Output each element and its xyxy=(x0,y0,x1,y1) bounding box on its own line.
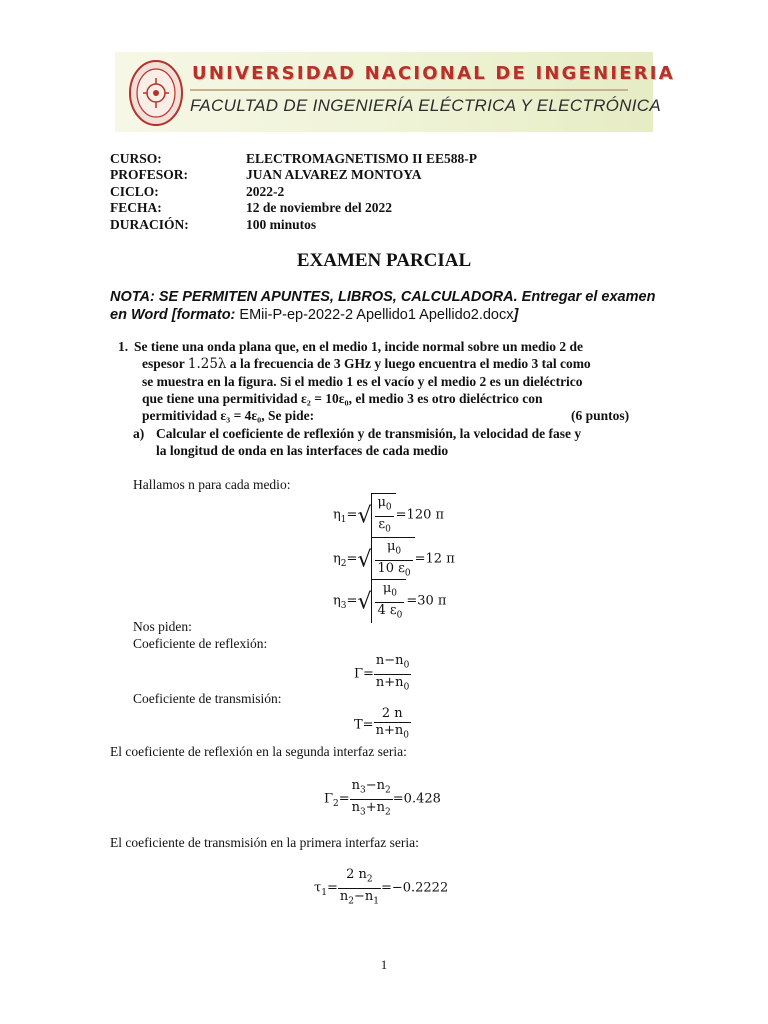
equation-tau: T= $\frac{2 n}{n+n_0}$ xyxy=(354,706,409,741)
exam-note xyxy=(110,288,670,324)
profesor-value: JUAN ALVAREZ MONTOYA xyxy=(246,167,422,182)
q-thickness: 1.25λ xyxy=(187,356,227,372)
faculty-name: FACULTAD DE INGENIERÍA ELÉCTRICA Y ELECTRÓNICA xyxy=(190,96,661,115)
banner-divider xyxy=(190,89,628,91)
fecha-value: 12 de noviembre del 2022 xyxy=(246,200,392,215)
ciclo-label: CICLO: xyxy=(110,184,159,199)
note-filename: EMii-P-ep-2022-2 Apellido1 Apellido2.docx xyxy=(239,307,514,323)
q-espesor: espesor xyxy=(142,356,188,371)
solution-text-4: Coeficiente de transmisión: xyxy=(133,691,282,706)
equation-gamma2: $\Gamma_2=$ $\frac{n_3-n_2}{n_3+n_2}$ =0.428 xyxy=(324,778,441,818)
fecha-label: FECHA: xyxy=(110,200,162,215)
question-line-1: Se tiene una onda plana que, en el medio 1, incide normal sobre un medio 2 de xyxy=(134,339,584,354)
question-line-3: se muestra en la figura. Si el medio 1 es el vacío y el medio 2 es un dieléctrico xyxy=(142,374,583,389)
exam-title: EXAMEN PARCIAL xyxy=(296,250,472,271)
question-line-5: permitividad ε₃ = 4ε₀, Se pide: xyxy=(142,408,315,423)
equation-gamma: Γ= $\frac{n-n_0}{n+n_0}$ xyxy=(354,653,410,693)
solution-text-3: Coeficiente de reflexión: xyxy=(133,636,268,651)
solution-text-5: El coeficiente de reflexión en la segunda interfaz seria: xyxy=(110,744,407,759)
curso-label: CURSO: xyxy=(110,151,162,166)
ciclo-value: 2022-2 xyxy=(246,184,285,199)
solution-text-6: El coeficiente de transmisión en la primera interfaz seria: xyxy=(110,835,419,850)
q-line2-rest: a la frecuencia de 3 GHz y luego encuentra el medio 3 tal como xyxy=(226,356,591,371)
university-name: UNIVERSIDAD NACIONAL DE INGENIERIA xyxy=(192,63,675,84)
subquestion-a-line-1: Calcular el coeficiente de reflexión y de transmisión, la velocidad de fase y xyxy=(156,426,582,441)
equation-eta3: $\eta_3=√$ $\frac{\mu_0}{4 \varepsilon_0}$ =30 π xyxy=(333,579,446,623)
curso-value: ELECTROMAGNETISMO II EE588-P xyxy=(246,151,478,166)
duracion-value: 100 minutos xyxy=(246,217,317,232)
duracion-label: DURACIÓN: xyxy=(110,217,189,232)
equation-eta2: $\eta_2=√$ $\frac{\mu_0}{10 \varepsilon_0}$ =12 π xyxy=(333,537,455,581)
solution-text-1: Hallamos n para cada medio: xyxy=(133,477,291,492)
note-text: NOTA: SE PERMITEN APUNTES, LIBROS, CALCULADORA. Entregar el examen en Word [formato: xyxy=(110,289,656,323)
question-points: (6 puntos) xyxy=(571,408,630,423)
equation-tau1: $\tau_1=$ $\frac{2 n_2}{n_2-n_1}$ =−0.2222 xyxy=(314,867,449,907)
question-line-2 xyxy=(142,356,591,372)
page-number: 1 xyxy=(380,957,388,972)
solution-text-2: Nos piden: xyxy=(133,619,192,634)
subquestion-a-line-2: la longitud de onda en las interfaces de cada medio xyxy=(156,443,449,458)
subquestion-a-label: a) xyxy=(133,426,145,441)
note-close: ] xyxy=(513,307,519,323)
equation-eta1: $\eta_1=√$ $\frac{\mu_0}{\varepsilon_0}$ =120 π xyxy=(333,493,444,537)
university-seal-icon xyxy=(128,59,184,127)
question-number: 1. xyxy=(118,339,129,354)
profesor-label: PROFESOR: xyxy=(110,167,189,182)
question-line-4: que tiene una permitividad ε₂ = 10ε₀, el medio 3 es otro dieléctrico con xyxy=(142,391,543,406)
